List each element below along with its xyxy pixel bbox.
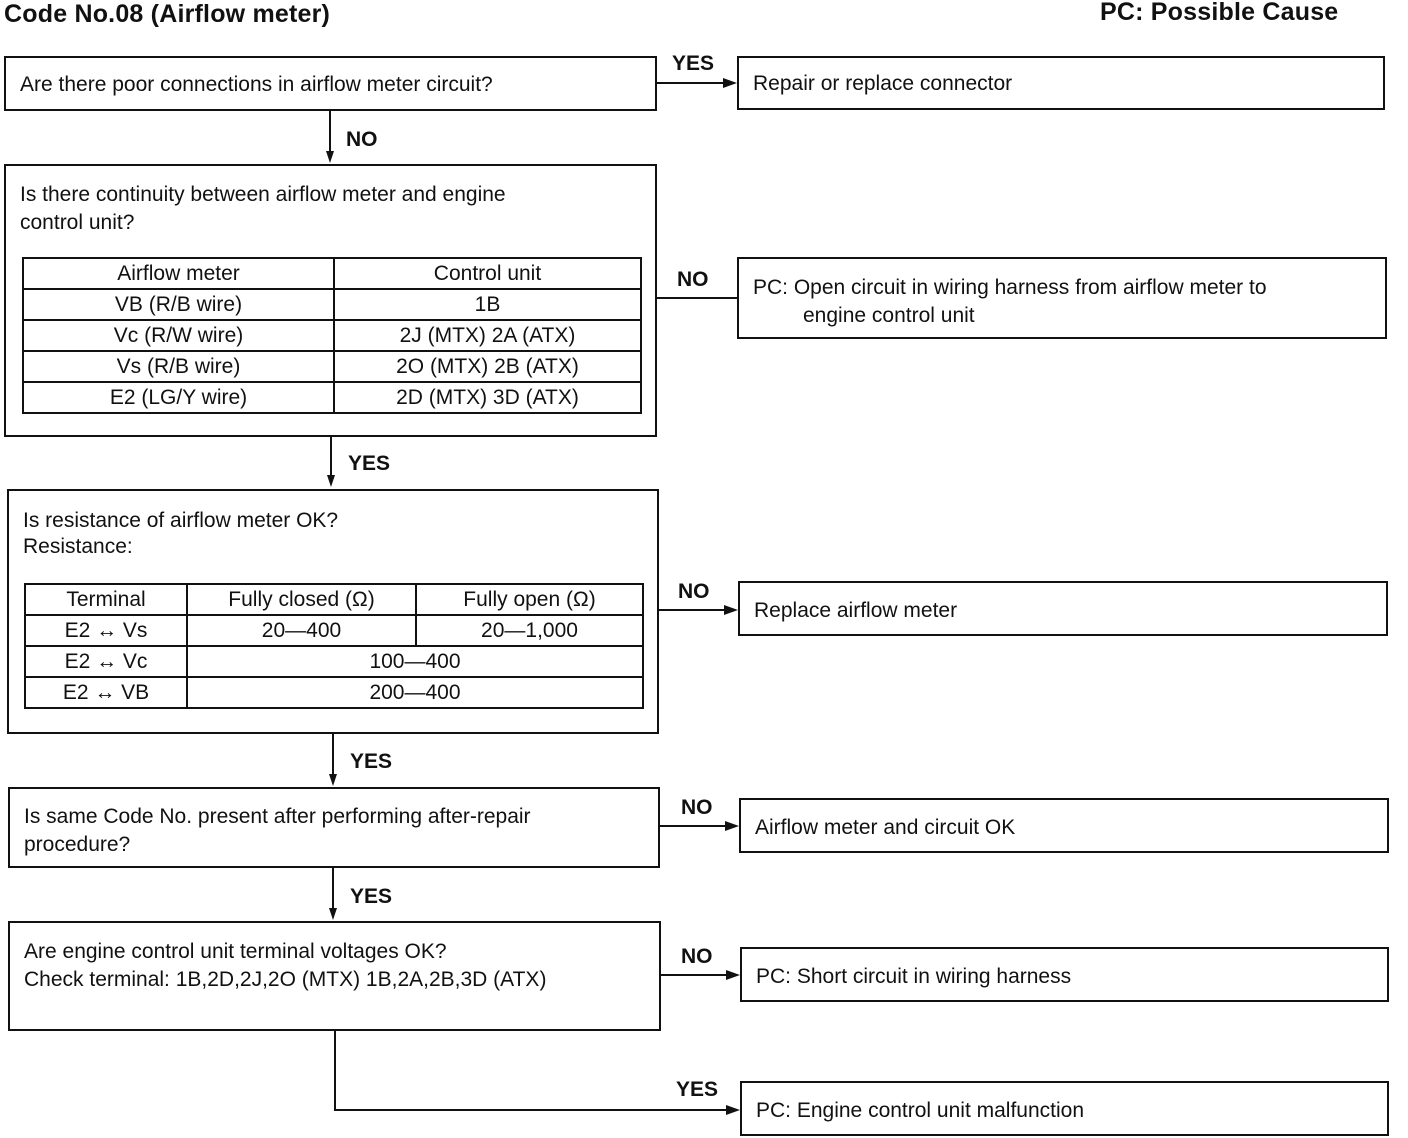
step4-no-connector — [660, 825, 725, 827]
step3-branch-label: NO — [678, 580, 710, 603]
table-cell: 20—400 — [187, 615, 416, 646]
step2-down-connector — [330, 437, 332, 475]
step4-down-connector — [332, 868, 334, 908]
legend-possible-cause: PC: Possible Cause — [1100, 0, 1339, 26]
step4-branch-label: NO — [681, 796, 713, 819]
table-row — [23, 351, 641, 382]
table-header-cell: Fully closed (Ω) — [187, 584, 416, 615]
table-cell: VB (R/B wire) — [23, 289, 334, 320]
step4-next-label: YES — [350, 885, 393, 908]
table-row — [25, 677, 643, 708]
table-header-row — [23, 258, 641, 289]
step2-question-box — [4, 164, 657, 437]
step1-question: Are there poor connections in airflow meter circuit? — [20, 73, 493, 96]
continuity-table — [22, 257, 642, 414]
table-cell: E2 (LG/Y wire) — [23, 382, 334, 413]
step4-result-box — [739, 798, 1389, 853]
step3-question-box — [7, 489, 659, 734]
step5-result: PC: Short circuit in wiring harness — [756, 965, 1072, 988]
resistance-table — [24, 583, 644, 709]
arrow-down-icon — [329, 908, 337, 920]
table-header-cell: Airflow meter — [23, 258, 334, 289]
step2-result-line2: engine control unit — [803, 304, 975, 327]
page-title: Code No.08 (Airflow meter) — [4, 0, 331, 28]
table-cell: 2D (MTX) 3D (ATX) — [334, 382, 641, 413]
final-result-box — [740, 1081, 1389, 1136]
step2-question-line1: Is there continuity between airflow meter and engine — [20, 183, 506, 206]
step2-question-line2: control unit? — [20, 211, 135, 234]
table-cell: 1B — [334, 289, 641, 320]
table-row — [25, 646, 643, 677]
table-cell: E2 ↔ Vs — [25, 615, 187, 646]
step2-result — [753, 274, 1267, 330]
step3-question-line2: Resistance: — [23, 535, 133, 558]
table-row — [23, 320, 641, 351]
step4-question-line2: procedure? — [24, 833, 131, 856]
step1-branch-label: YES — [672, 52, 715, 75]
table-header-row — [25, 584, 643, 615]
step1-yes-connector — [657, 82, 723, 84]
step3-question-line1: Is resistance of airflow meter OK? — [23, 509, 339, 532]
step5-question-box — [8, 921, 661, 1031]
step2-result-line1: PC: Open circuit in wiring harness from airflow meter to — [753, 276, 1267, 299]
step5-yes-connector — [334, 1109, 726, 1111]
step1-down-connector — [329, 111, 331, 151]
step3-next-label: YES — [350, 750, 393, 773]
arrow-right-icon — [725, 821, 739, 831]
arrow-down-icon — [329, 774, 337, 786]
step2-result-box — [737, 257, 1387, 339]
table-cell: 2O (MTX) 2B (ATX) — [334, 351, 641, 382]
arrow-right-icon — [723, 78, 737, 88]
step3-no-connector — [659, 609, 724, 611]
step3-result-box — [738, 581, 1388, 636]
step5-branch-label: NO — [681, 945, 713, 968]
step5-no-connector — [661, 974, 726, 976]
step3-result: Replace airflow meter — [754, 599, 958, 622]
table-header-cell: Control unit — [334, 258, 641, 289]
step5-question-line1: Are engine control unit terminal voltages OK? — [24, 940, 447, 963]
step1-question-box — [4, 56, 657, 111]
arrow-down-icon — [327, 475, 335, 487]
step2-next-label: YES — [348, 452, 391, 475]
step4-result: Airflow meter and circuit OK — [755, 816, 1016, 839]
table-header-cell: Fully open (Ω) — [416, 584, 643, 615]
table-cell: Vc (R/W wire) — [23, 320, 334, 351]
step1-next-label: NO — [346, 128, 378, 151]
arrow-right-icon — [724, 605, 738, 615]
table-row — [23, 289, 641, 320]
table-cell: 100—400 — [187, 646, 643, 677]
table-cell: 20—1,000 — [416, 615, 643, 646]
step4-question-box — [8, 787, 660, 868]
step2-branch-label: NO — [677, 268, 709, 291]
step1-result: Repair or replace connector — [753, 72, 1013, 95]
step4-question-line1: Is same Code No. present after performing after-repair — [24, 805, 531, 828]
table-cell: E2 ↔ Vc — [25, 646, 187, 677]
step5-result-box — [740, 947, 1389, 1002]
table-row — [23, 382, 641, 413]
table-cell: 200—400 — [187, 677, 643, 708]
step1-result-box — [737, 56, 1385, 110]
table-cell: 2J (MTX) 2A (ATX) — [334, 320, 641, 351]
arrow-down-icon — [326, 151, 334, 163]
final-result: PC: Engine control unit malfunction — [756, 1099, 1085, 1122]
arrow-right-icon — [726, 1105, 740, 1115]
step5-question-line2: Check terminal: 1B,2D,2J,2O (MTX) 1B,2A,2B,3D (ATX) — [24, 968, 547, 991]
step5-down-connector — [334, 1031, 336, 1111]
table-cell: Vs (R/B wire) — [23, 351, 334, 382]
step5-final-label: YES — [676, 1078, 719, 1101]
step2-no-connector — [657, 297, 737, 299]
arrow-right-icon — [726, 970, 740, 980]
table-row — [25, 615, 643, 646]
step3-down-connector — [332, 734, 334, 774]
table-header-cell: Terminal — [25, 584, 187, 615]
table-cell: E2 ↔ VB — [25, 677, 187, 708]
